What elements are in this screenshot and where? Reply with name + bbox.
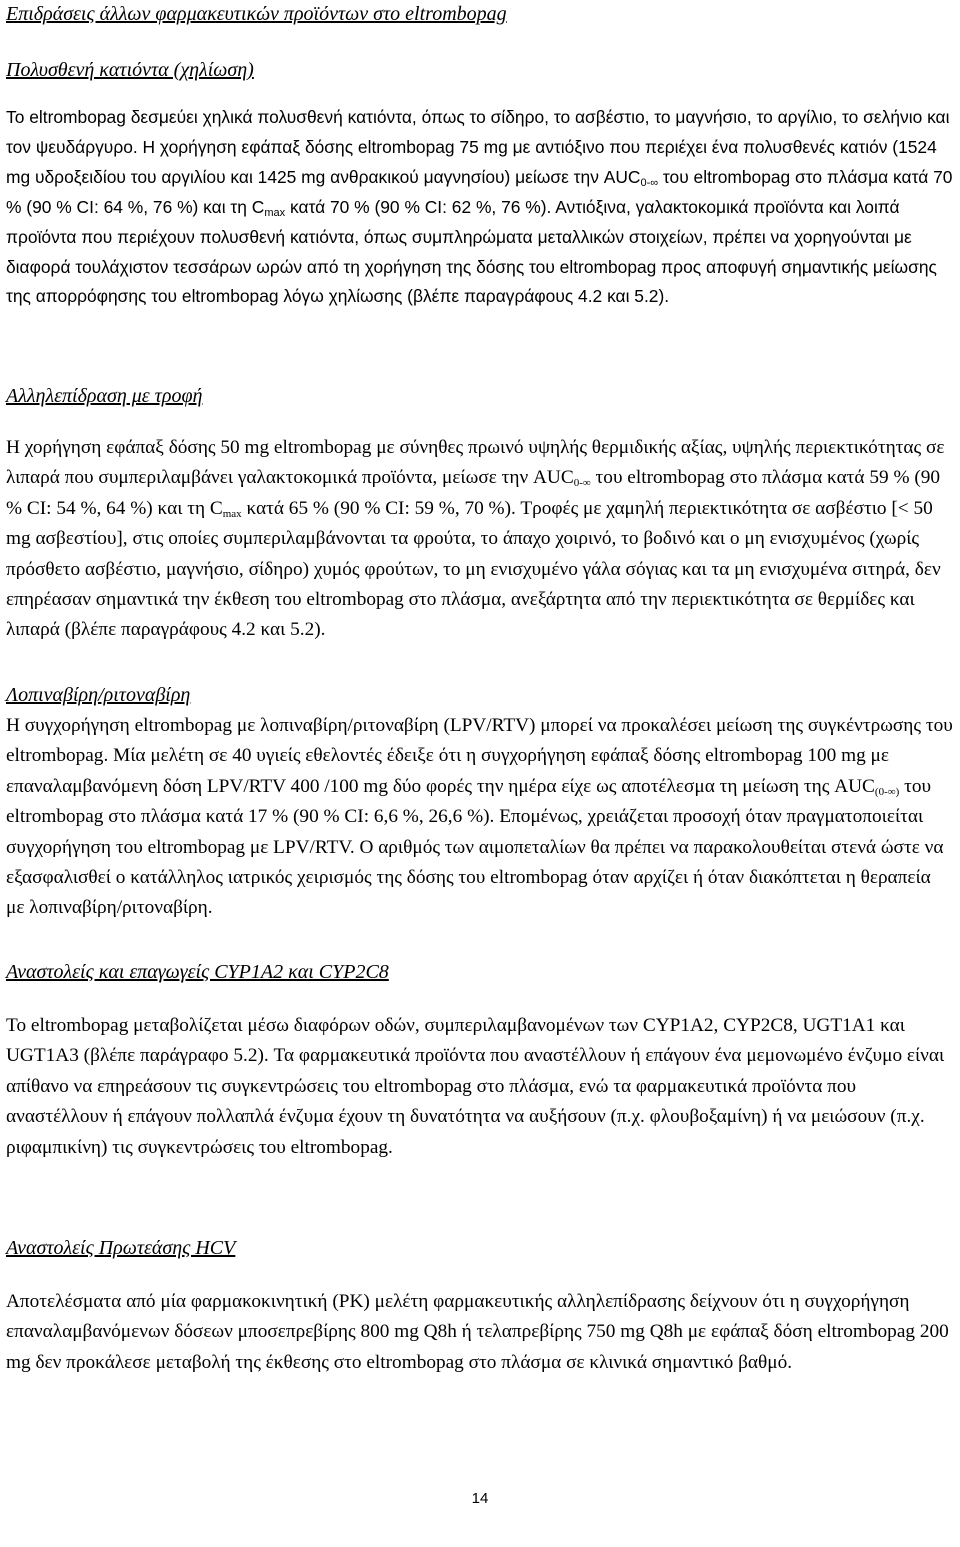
page-number: 14 xyxy=(471,1490,489,1507)
auc-subscript: 0-∞ xyxy=(573,477,591,490)
subheading-lopinavir-ritonavir: Λοπιναβίρη/ριτοναβίρη xyxy=(6,684,191,706)
subheading-hcv-protease-inhibitors: Αναστολείς Πρωτεάσης HCV xyxy=(6,1237,236,1259)
cmax-subscript: max xyxy=(222,507,242,520)
auc-subscript: 0-∞ xyxy=(640,176,659,189)
subheading-polyvalent-cations: Πολυσθενή κατιόντα (χηλίωση) xyxy=(6,59,254,81)
auc-subscript: (0-∞) xyxy=(874,785,900,798)
paragraph-food-interaction: Η χορήγηση εφάπαξ δόσης 50 mg eltrombopag με σύνηθες πρωινό υψηλής θερμιδικής αξίας, υψηλής περιεκτικότητας σε λιπαρά που συμπεριλαμβάνει γαλακτοκομικά προϊόντα, μείωσε την $AUC_{0-\infty}$ του eltrombopag στο πλάσμα κατά 59 % (90 % CI: 54 %, 64 %) και τη $C_{max}$ κατά 65 % (90 % CI: 59 %, 70 %). Τροφές με χαμηλή περιεκτικότητα σε ασβέστιο [< 50 mg ασβεστίου], στις οποίες συμπεριλαμβάνονται τα φρούτα, το άπαχο χοιρινό, το βοδινό και ο μη ενισχυμένος (χωρίς πρόσθετο ασβέστιο, μαγνήσιο, σίδηρο) χυμός φρούτων, το μη ενισχυμένο γάλα σόγιας και τα μη ενισχυμένα σιτηρά, δεν επηρέασαν σημαντικά την έκθεση του eltrombopag στο πλάσμα, ανεξάρτητα από την περιεκτικότητα σε θερμίδες και λιπαρά (βλέπε παραγράφους 4.2 και 5.2). xyxy=(6,437,945,641)
paragraph-cyp-inhibitors: Το eltrombopag μεταβολίζεται μέσω διαφόρων οδών, συμπεριλαμβανομένων των CYP1A2, CYP2C8, UGT1A1 και UGT1A3 (βλέπε παράγραφο 5.2). Τα φαρμακευτικά προϊόντα που αναστέλλουν ή επάγουν ένα μεμονωμένο ένζυμο είναι απίθανο να επηρεάσουν τις συγκεντρώσεις του eltrombopag στο πλάσμα, ενώ τα φαρμακευτικά προϊόντα που αναστέλλουν ή επάγουν πολλαπλά ένζυμα έχουν τη δυνατότητα να αυξήσουν (π.χ. φλουβοξαμίνη) ή να μειώσουν (π.χ. ριφαμπικίνη) τις συγκεντρώσεις του eltrombopag. xyxy=(6,1015,945,1158)
subheading-food-interaction: Αλληλεπίδραση με τροφή xyxy=(6,385,203,407)
subheading-cyp-inhibitors: Αναστολείς και επαγωγείς CYP1A2 και CYP2C8 xyxy=(6,961,389,983)
section-title: Επιδράσεις άλλων φαρμακευτικών προϊόντων στο eltrombopag xyxy=(6,3,507,25)
paragraph-polyvalent-cations: Το eltrombopag δεσμεύει χηλικά πολυσθενή κατιόντα, όπως το σίδηρο, το ασβέστιο, το μαγνήσιο, το αργίλιο, το σελήνιο και τον ψευδάργυρο. Η χορήγηση εφάπαξ δόσης eltrombopag 75 mg με αντιόξινο που περιέχει ένα πολυσθενές κατιόν (1524 mg υδροξειδίου του αργιλίου και 1425 mg ανθρακικού μαγνησίου) μείωσε την $AUC_{0-\infty}$ του eltrombopag στο πλάσμα κατά 70 % (90 % CI: 64 %, 76 %) και τη $C_{max}$ κατά 70 % (90 % CI: 62 %, 76 %). Αντιόξινα, γαλακτοκομικά προϊόντα και λοιπά προϊόντα που περιέχουν πολυσθενή κατιόντα, όπως συμπληρώματα μεταλλικών στοιχείων, πρέπει να χορηγούνται με διαφορά τουλάχιστον τεσσάρων ωρών από τη χορήγηση της δόσης του eltrombopag προς αποφυγή σημαντικής μείωσης της απορρόφησης του eltrombopag λόγω χηλίωσης (βλέπε παραγράφους 4.2 και 5.2). xyxy=(6,107,953,307)
cmax-subscript: max xyxy=(264,206,286,219)
paragraph-hcv-protease-inhibitors: Αποτελέσματα από μία φαρμακοκινητική (PK) μελέτη φαρμακευτικής αλληλεπίδρασης δείχνουν ότι η συγχορήγηση επαναλαμβανόμενων δόσεων μποσεπρεβίρης 800 mg Q8h ή τελαπρεβίρης 750 mg Q8h με εφάπαξ δόση eltrombopag 200 mg δεν προκάλεσε μεταβολή της έκθεσης στο eltrombopag στο πλάσμα σε κλινικά σημαντικό βαθμό. xyxy=(6,1291,949,1373)
paragraph-lopinavir-ritonavir: Η συγχορήγηση eltrombopag με λοπιναβίρη/ριτοναβίρη (LPV/RTV) μπορεί να προκαλέσει μείωση της συγκέντρωσης του eltrombopag. Μία μελέτη σε 40 υγιείς εθελοντές έδειξε ότι η συγχορήγηση εφάπαξ δόσης eltrombopag 100 mg με επαναλαμβανόμενη δόση LPV/RTV 400 /100 mg δύο φορές την ημέρα είχε ως αποτέλεσμα τη μείωση της $AUC_{(0-\infty)}$ του eltrombopag στο πλάσμα κατά 17 % (90 % CI: 6,6 %, 26,6 %). Επομένως, χρειάζεται προσοχή όταν πραγματοποιείται συγχορήγηση του eltrombopag με LPV/RTV. Ο αριθμός των αιμοπεταλίων θα πρέπει να παρακολουθείται στενά ώστε να εξασφαλισθεί ο κατάλληλος ιατρικός χειρισμός της δόσης του eltrombopag όταν αρχίζει ή όταν διακόπτεται η θεραπεία με λοπιναβίρη/ριτοναβίρη. xyxy=(6,715,953,919)
